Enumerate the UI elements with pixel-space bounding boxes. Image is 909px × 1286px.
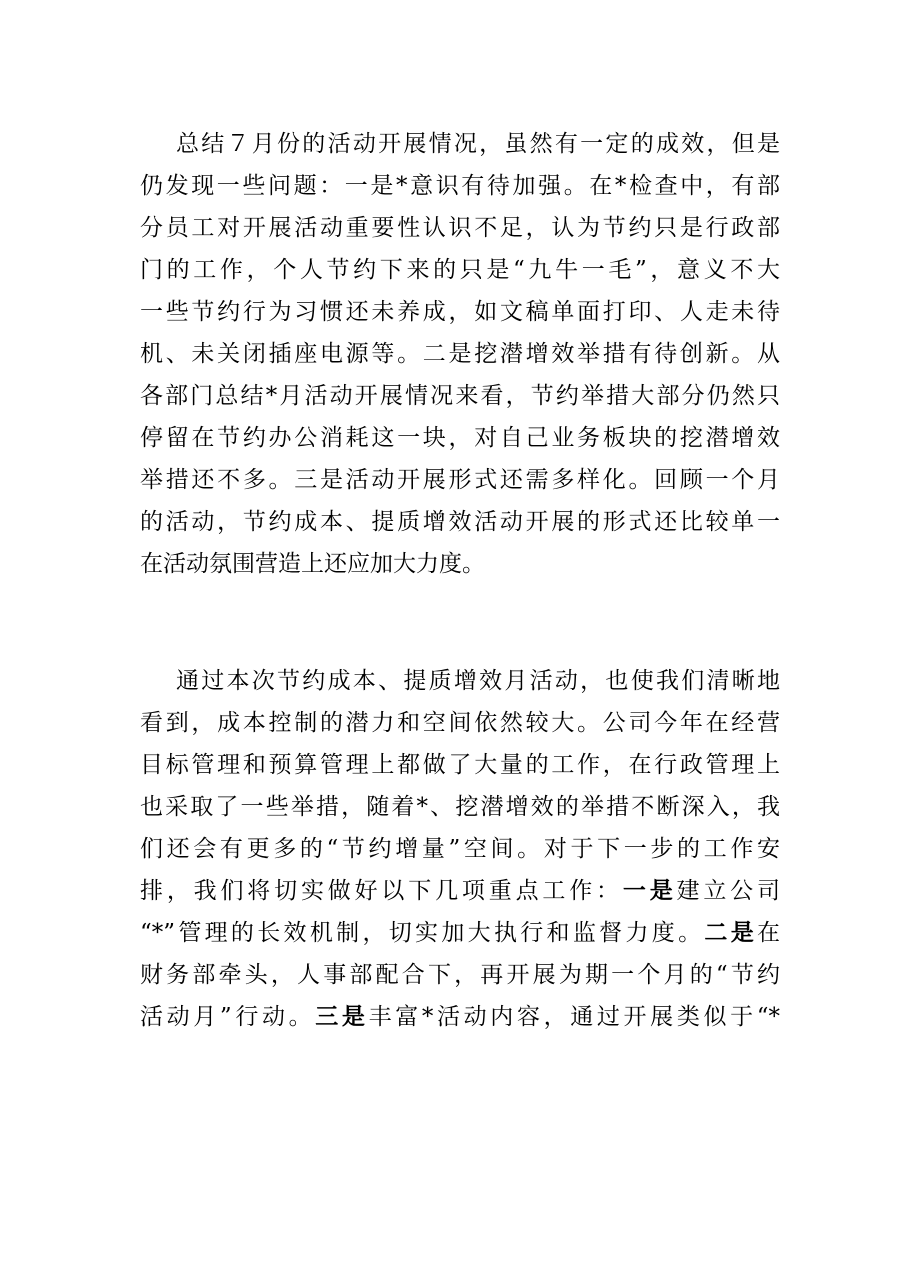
paragraph-1 — [140, 123, 780, 585]
paragraph-line: 总结７月份的活动开展情况，虽然有一定的成效，但是 — [176, 131, 780, 157]
paragraph-line: 财务部牵头，人事部配合下，再开展为期一个月的“节约 — [140, 962, 780, 988]
paragraph-line: 各部门总结*月活动开展情况来看，节约举措大部分仍然只 — [140, 383, 780, 409]
paragraph-line — [140, 996, 780, 1038]
bold-marker: 三是 — [315, 1003, 369, 1030]
paragraph-line: 通过本次节约成本、提质增效月活动，也使我们清晰地 — [176, 668, 780, 694]
paragraph-line: 也采取了一些举措，随着*、挖潜增效的举措不断深入，我 — [140, 794, 780, 820]
line-text: 排，我们将切实做好以下几项重点工作： — [140, 878, 623, 904]
paragraph-line: 在活动氛围营造上还应加大力度。 — [140, 551, 485, 577]
line-text: “*”管理的长效机制，切实加大执行和监督力度。 — [140, 920, 705, 946]
paragraph-line: 机、未关闭插座电源等。二是挖潜增效举措有待创新。从 — [140, 341, 780, 367]
paragraph-line: 看到，成本控制的潜力和空间依然较大。公司今年在经营 — [140, 710, 780, 736]
paragraph-line: 一些节约行为习惯还未养成，如文稿单面打印、人走未待 — [140, 299, 780, 325]
line-text: 在 — [757, 920, 780, 946]
paragraph-line: 的活动，节约成本、提质增效活动开展的形式还比较单一 — [140, 509, 780, 535]
line-text: 活动月”行动。 — [140, 1004, 316, 1030]
paragraph-line: 分员工对开展活动重要性认识不足，认为节约只是行政部 — [140, 215, 780, 241]
paragraph-line: 停留在节约办公消耗这一块，对自己业务板块的挖潜增效 — [140, 425, 780, 451]
paragraph-line — [140, 912, 780, 954]
line-text: 建立公司 — [676, 878, 781, 904]
bold-marker: 二是 — [704, 919, 757, 946]
paragraph-line: 目标管理和预算管理上都做了大量的工作，在行政管理上 — [140, 752, 780, 778]
line-text: 丰富*活动内容，通过开展类似于“* — [368, 1004, 781, 1030]
paragraph-line: 举措还不多。三是活动开展形式还需多样化。回顾一个月 — [140, 467, 780, 493]
paragraph-line — [140, 870, 780, 912]
paragraph-line: 门的工作，个人节约下来的只是“九牛一毛”，意义不大 — [140, 257, 780, 283]
paragraph-line: 仍发现一些问题：一是*意识有待加强。在*检查中，有部 — [140, 173, 780, 199]
bold-marker: 一是 — [622, 877, 677, 904]
paragraph-2 — [140, 660, 780, 1038]
paragraph-line: 们还会有更多的“节约增量”空间。对于下一步的工作安 — [140, 836, 780, 862]
